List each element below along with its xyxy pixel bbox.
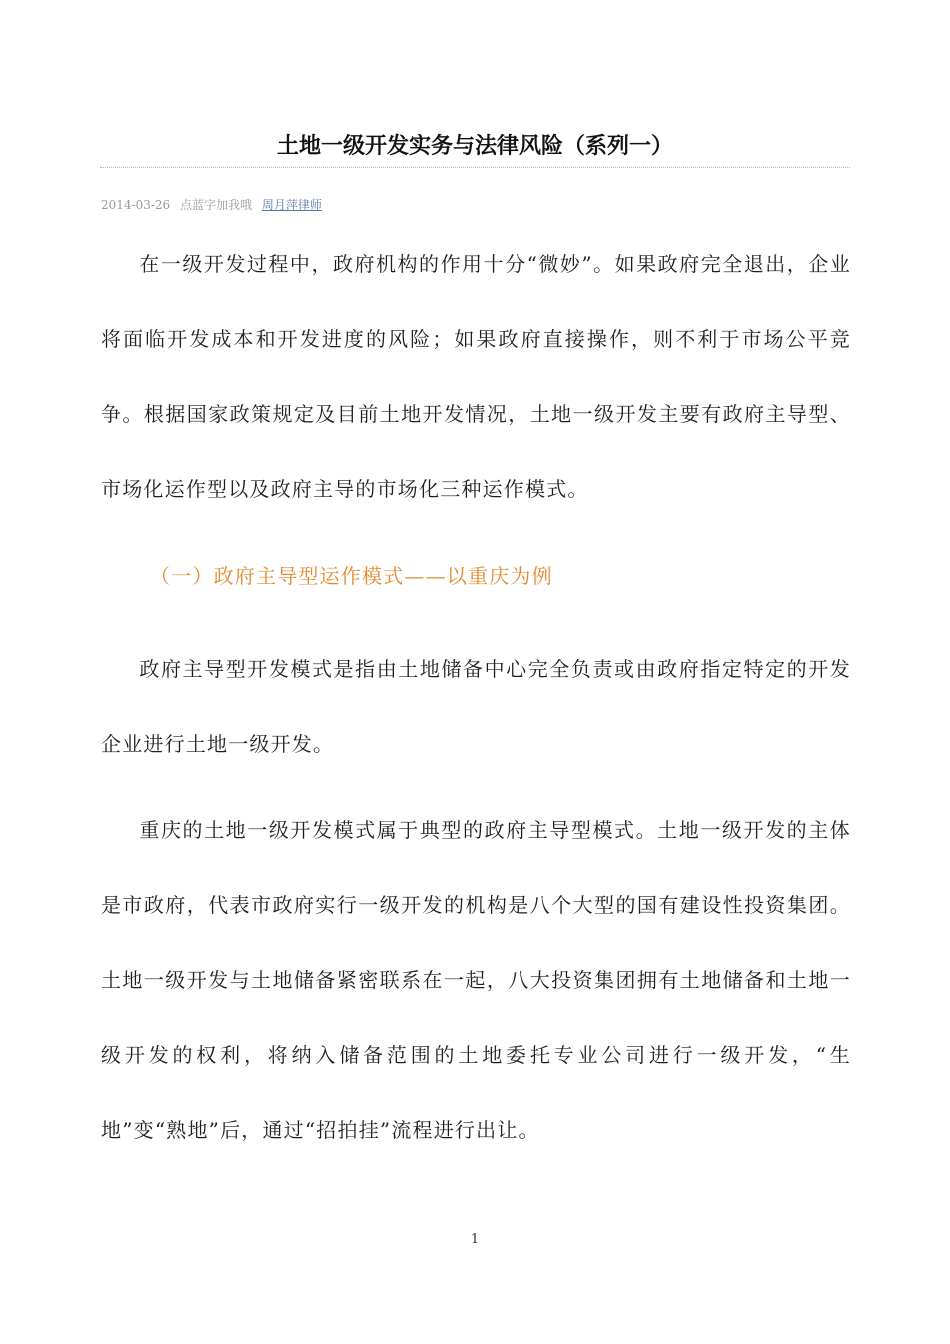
paragraph-definition	[101, 632, 851, 782]
paragraph-chongqing-text: 重庆的土地一级开发模式属于典型的政府主导型模式。土地一级开发的主体是市政府，代表市政府实行一级开发的机构是八个大型的国有建设性投资集团。土地一级开发与土地储备紧密联系在一起，八大投资集团拥有土地储备和土地一级开发的权利，将纳入储备范围的土地委托专业公司进行一级开发，“生地”变“熟地”后，通过“招拍挂”流程进行出让。	[101, 818, 851, 1142]
article-title: 土地一级开发实务与法律风险（系列一）	[276, 133, 673, 159]
article-meta	[101, 196, 328, 214]
page-number: 1	[470, 1232, 480, 1247]
follow-hint: 点蓝字加我哦	[180, 198, 253, 212]
author-link[interactable]: 周月萍律师	[261, 198, 322, 212]
paragraph-definition-text: 政府主导型开发模式是指由土地储备中心完全负责或由政府指定特定的开发企业进行土地一级开发。	[101, 657, 851, 756]
paragraph-intro	[101, 227, 851, 527]
paragraph-intro-text: 在一级开发过程中，政府机构的作用十分“微妙”。如果政府完全退出，企业将面临开发成本和开发进度的风险；如果政府直接操作，则不利于市场公平竞争。根据国家政策规定及目前土地开发情况，土地一级开发主要有政府主导型、市场化运作型以及政府主导的市场化三种运作模式。	[101, 252, 851, 501]
publish-date: 2014-03-26	[101, 198, 171, 212]
paragraph-chongqing	[101, 793, 851, 1168]
section-heading: （一）政府主导型运作模式——以重庆为例	[150, 564, 553, 588]
title-divider	[100, 167, 850, 168]
